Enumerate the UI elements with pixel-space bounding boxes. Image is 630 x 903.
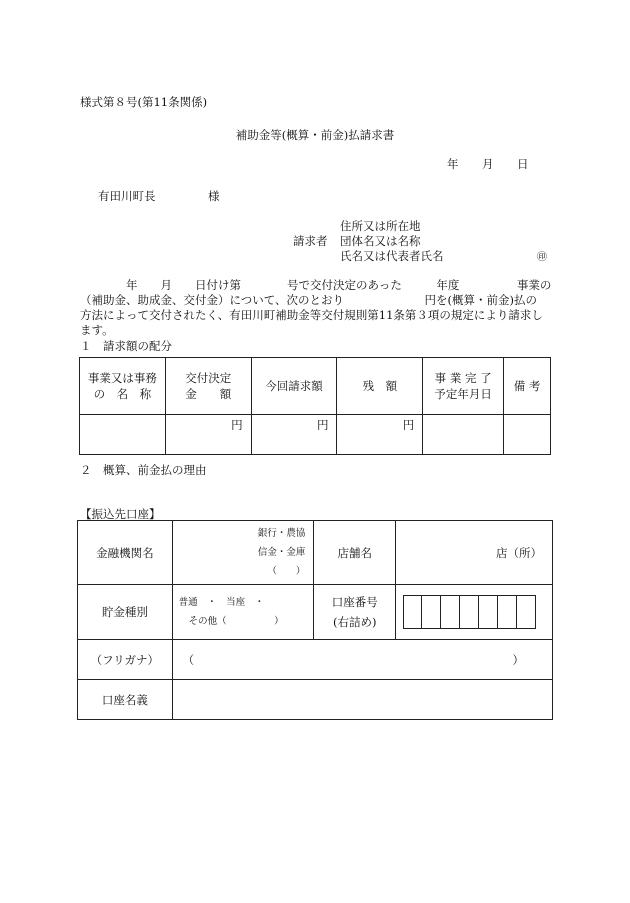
holder-label: 口座名義 bbox=[78, 680, 173, 720]
header-business-name: 事業又は事務 の 名 称 bbox=[80, 358, 166, 415]
body-line: ます。 bbox=[80, 323, 114, 337]
furigana-cell[interactable] bbox=[172, 640, 552, 680]
furigana-open-paren: （ bbox=[182, 652, 195, 667]
cell-decision-amount[interactable]: 円 bbox=[165, 415, 251, 455]
deposit-options-line2: その他（ ） bbox=[188, 616, 284, 627]
cell-business-name[interactable] bbox=[80, 415, 166, 455]
date-month: 月 bbox=[482, 157, 494, 171]
header-remaining: 残 額 bbox=[337, 358, 423, 415]
bank-type-line3: （ ） bbox=[267, 566, 306, 577]
seal-mark: ㊞ bbox=[537, 252, 547, 263]
requester-label: 請求者 bbox=[293, 234, 328, 248]
requester-address: 住所又は所在地 bbox=[340, 219, 421, 233]
requester-org-name: 団体名又は名称 bbox=[340, 234, 421, 248]
cell-current-request[interactable]: 円 bbox=[251, 415, 337, 455]
branch-cell[interactable] bbox=[396, 521, 553, 585]
bank-type-line1: 銀行・農協 bbox=[257, 528, 306, 539]
account-number-label-cell bbox=[314, 585, 396, 640]
account-digit-box[interactable] bbox=[460, 595, 479, 629]
date-year: 年 bbox=[447, 157, 459, 171]
cell-remaining[interactable]: 円 bbox=[337, 415, 423, 455]
deposit-type-label: 貯金種別 bbox=[78, 585, 173, 640]
account-digit-box[interactable] bbox=[403, 595, 422, 629]
account-digit-box[interactable] bbox=[517, 595, 536, 629]
header-remarks: 備 考 bbox=[504, 358, 551, 415]
holder-cell[interactable] bbox=[172, 680, 552, 720]
document-title: 補助金等(概算・前金)払請求書 bbox=[235, 128, 395, 142]
body-paragraph bbox=[80, 278, 552, 338]
deposit-options-line1: 普通 ・ 当座 ・ bbox=[178, 597, 265, 608]
account-digit-box[interactable] bbox=[422, 595, 441, 629]
account-digit-box[interactable] bbox=[479, 595, 498, 629]
bank-section-title: 【振込先口座】 bbox=[80, 507, 161, 521]
section2-title: ２ 概算、前金払の理由 bbox=[80, 463, 207, 477]
section1-title: １ 請求額の配分 bbox=[80, 339, 172, 353]
account-digit-boxes bbox=[396, 595, 552, 629]
cell-completion-date[interactable] bbox=[423, 415, 504, 455]
addressee-name: 有田川町長 bbox=[98, 189, 156, 203]
branch-suffix: 店（所） bbox=[496, 545, 542, 560]
header-current-request: 今回請求額 bbox=[251, 358, 337, 415]
furigana-close-paren: ） bbox=[512, 652, 524, 667]
cell-remarks[interactable] bbox=[504, 415, 551, 455]
furigana-label: （フリガナ） bbox=[78, 640, 173, 680]
allocation-table bbox=[79, 357, 551, 455]
body-line: 年 月 日付け第 号で交付決定のあった 年度 事業の bbox=[80, 278, 552, 292]
account-digit-box[interactable] bbox=[498, 595, 517, 629]
bank-table bbox=[77, 520, 553, 720]
account-number-label: 口座番号 bbox=[331, 595, 378, 609]
account-number-cell[interactable] bbox=[396, 585, 553, 640]
requester-rep-name: 氏名又は代表者氏名 bbox=[340, 249, 444, 263]
body-line: 方法によって交付されたく、有田川町補助金等交付規則第11条第３項の規定により請求し bbox=[80, 308, 543, 322]
table-row bbox=[80, 415, 551, 455]
account-digit-box[interactable] bbox=[441, 595, 460, 629]
institution-label: 金融機関名 bbox=[78, 521, 173, 585]
body-line: （補助金、助成金、交付金）について、次のとおり 円を(概算・前金)払の bbox=[80, 293, 538, 307]
header-completion-date: 事 業 完 了 予定年月日 bbox=[423, 358, 504, 415]
institution-cell[interactable] bbox=[172, 521, 314, 585]
branch-label: 店舗名 bbox=[314, 521, 396, 585]
account-number-note: (右詰め) bbox=[332, 615, 377, 629]
bank-type-line2: 信金・金庫 bbox=[257, 547, 306, 558]
deposit-type-cell[interactable] bbox=[172, 585, 314, 640]
form-number: 様式第８号(第11条関係) bbox=[80, 95, 208, 109]
addressee-honorific: 様 bbox=[208, 189, 220, 203]
date-day: 日 bbox=[517, 157, 529, 171]
header-decision-amount: 交付決定 金 額 bbox=[165, 358, 251, 415]
